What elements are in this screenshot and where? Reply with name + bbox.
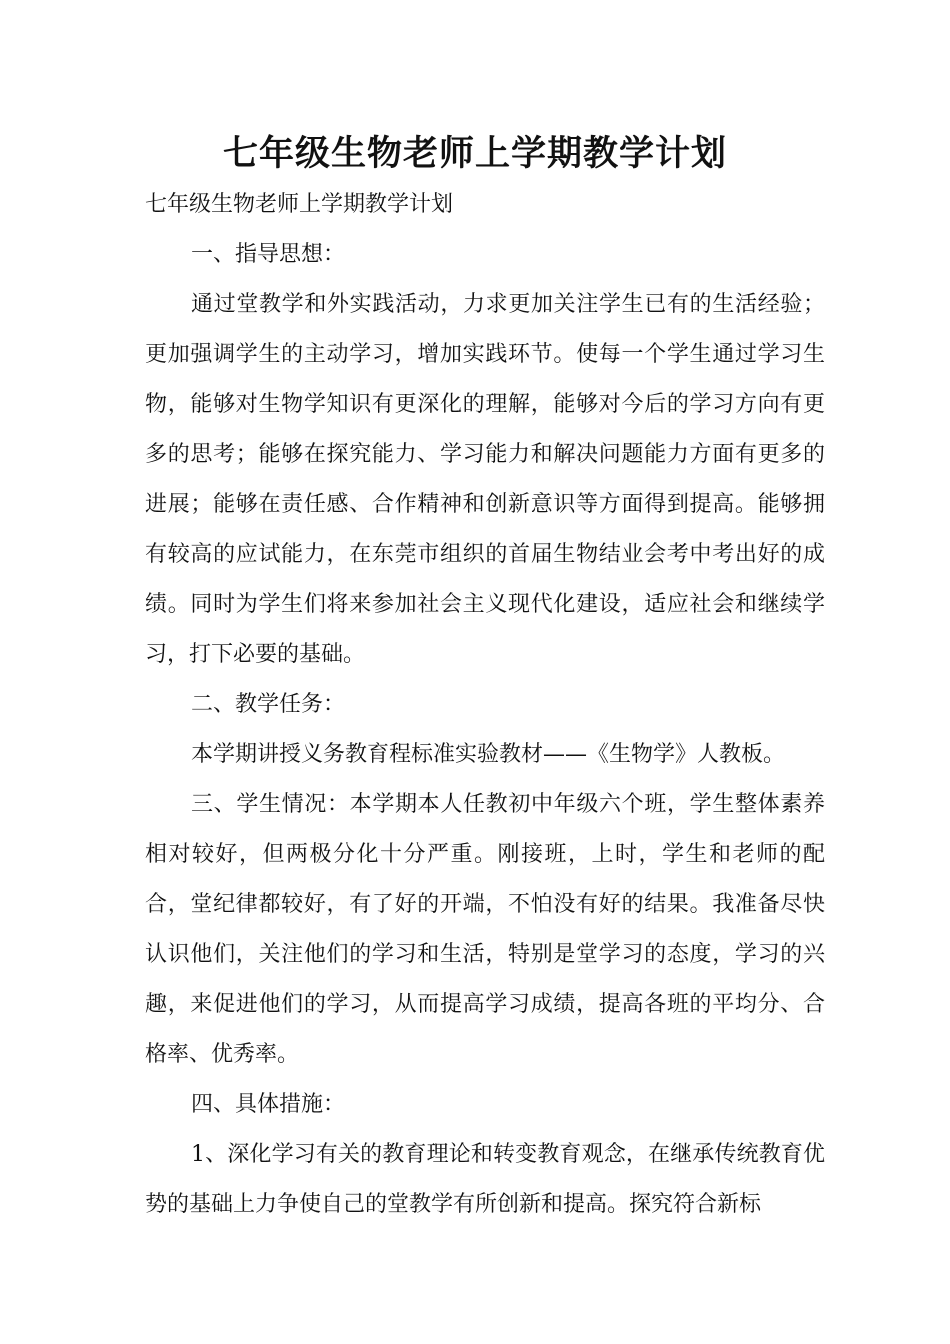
section-heading-task: 二、教学任务：	[191, 692, 346, 717]
document-subtitle: 七年级生物老师上学期教学计划	[145, 192, 454, 217]
document-title: 七年级生物老师上学期教学计划	[222, 134, 727, 174]
paragraph-students: 三、学生情况：本学期本人任教初中年级六个班，学生整体素养相对较好，但两极分化十分严重。刚接班，上时，学生和老师的配合，堂纪律都较好，有了好的开端，不怕没有好的结果。我准备尽快认识他们，关注他们的学习和生活，特别是堂学习的态度，学习的兴趣，来促进他们的学习，从而提高学习成绩，提高各班的平均分、合格率、优秀率。	[145, 792, 825, 1067]
document-body	[145, 180, 825, 1230]
paragraph-guiding: 通过堂教学和外实践活动，力求更加关注学生已有的生活经验；更加强调学生的主动学习，增加实践环节。使每一个学生通过学习生物，能够对生物学知识有更深化的理解，能够对今后的学习方向有更多的思考；能够在探究能力、学习能力和解决问题能力方面有更多的进展；能够在责任感、合作精神和创新意识等方面得到提高。能够拥有较高的应试能力，在东莞市组织的首届生物结业会考中考出好的成绩。同时为学生们将来参加社会主义现代化建设，适应社会和继续学习，打下必要的基础。	[145, 292, 825, 667]
section-heading-guiding: 一、指导思想：	[191, 242, 346, 267]
paragraph-measure-1: 1、深化学习有关的教育理论和转变教育观念，在继承传统教育优势的基础上力争使自己的堂教学有所创新和提高。探究符合新标	[145, 1142, 825, 1217]
section-heading-measures: 四、具体措施：	[191, 1092, 346, 1117]
paragraph-task: 本学期讲授义务教育程标准实验教材——《生物学》人教板。	[191, 742, 786, 767]
